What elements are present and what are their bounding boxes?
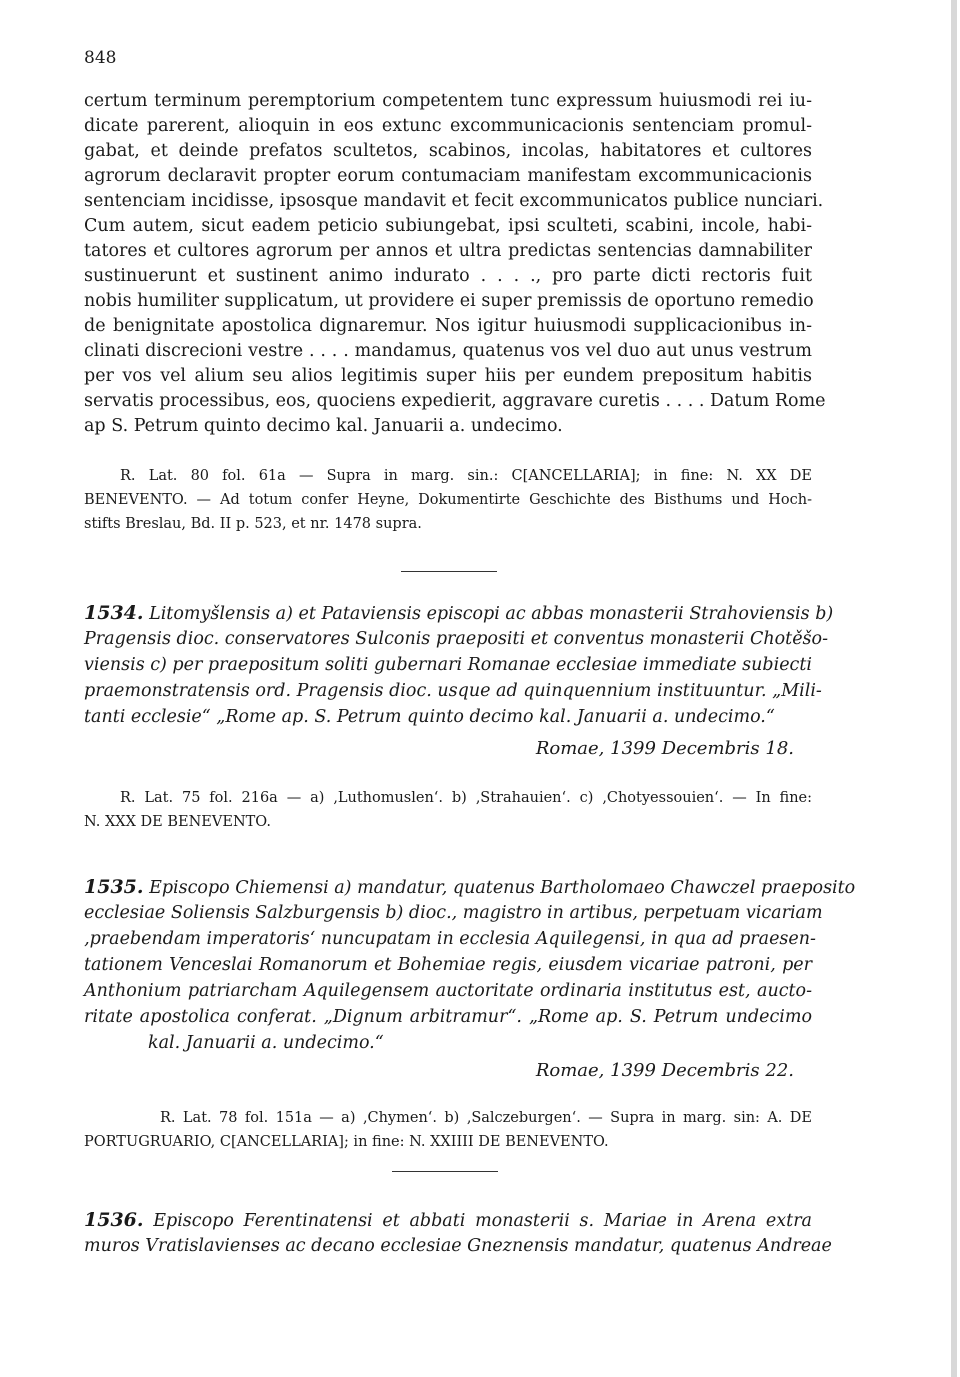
entry-date: Romae, 1399 Decembris 22.	[535, 1060, 794, 1081]
entry-line: kal. Januarii a. undecimo.“	[148, 1033, 384, 1053]
body-line: sustinuerunt et sustinent animo indurato . . . ., pro parte dicti rectoris fuit	[84, 266, 812, 286]
entry-number: 1536.	[84, 1209, 144, 1231]
entry-heading-line	[84, 1207, 812, 1233]
body-line: per vos vel alium seu alios legitimis super hiis per eundem prepositum habitis	[84, 366, 812, 386]
body-line: clinati discrecioni vestre . . . . mandamus, quatenus vos vel duo aut unus vestrum	[84, 341, 812, 361]
entry-line: tationem Venceslai Romanorum et Bohemiae regis, eiusdem vicariae patroni, per	[84, 955, 812, 975]
entry-1534	[84, 600, 834, 730]
footnote-line: R. Lat. 75 fol. 216a — a) ‚Luthomuslen‘. b) ‚Strahauien‘. c) ‚Chotyessouien‘. — In fine:	[120, 790, 812, 806]
body-line: Cum autem, sicut eadem peticio subiungebat, ipsi sculteti, scabini, incole, habi-	[84, 216, 812, 236]
body-line: sentenciam incidisse, ipsosque mandavit et fecit excommunicatos publice nunciari.	[84, 191, 824, 211]
entry-heading-line	[84, 874, 856, 900]
section-divider	[401, 571, 497, 572]
entry-line: Pragensis dioc. conservatores Sulconis praepositi et conventus monasterii Chotěšo-	[84, 629, 828, 649]
body-line: certum terminum peremptorium competentem tunc expressum huiusmodi rei iu-	[84, 91, 812, 111]
entry-date: Romae, 1399 Decembris 18.	[535, 738, 794, 759]
body-text	[84, 89, 826, 439]
page-number: 848	[84, 48, 117, 68]
body-line: ap S. Petrum quinto decimo kal. Januarii a. undecimo.	[84, 416, 563, 436]
entry-line: ‚praebendam imperatoris‘ nuncupatam in ecclesia Aquilegensi, in qua ad praesen-	[84, 929, 816, 949]
scan-edge	[951, 0, 957, 1377]
footnote-line: R. Lat. 78 fol. 151a — a) ‚Chymen‘. b) ‚Salczeburgen‘. — Supra in marg. sin: A. DE	[160, 1110, 812, 1126]
body-line: servatis processibus, eos, quociens expedierit, aggravare curetis . . . . Datum Rome	[84, 391, 826, 411]
entry-number: 1535.	[84, 876, 144, 898]
footnote-line: BENEVENTO. — Ad totum confer Heyne, Dokumentirte Geschichte des Bisthums und Hoch-	[84, 492, 812, 508]
body-line: dicate parerent, alioquin in eos extunc excommunicacionis sentenciam promul-	[84, 116, 812, 136]
footnote-line: stifts Breslau, Bd. II p. 523, et nr. 1478 supra.	[84, 516, 422, 532]
entry-line: Anthonium patriarcham Aquilegensem auctoritate ordinaria institutus est, aucto-	[84, 981, 812, 1001]
body-line: de benignitate apostolica dignaremur. Nos igitur huiusmodi supplicacionibus in-	[84, 316, 812, 336]
body-line: tatores et cultores agrorum per annos et ultra predictas sentencias damnabiliter	[84, 241, 812, 261]
entry-1535	[84, 874, 856, 1056]
entry-1536	[84, 1207, 832, 1259]
section-divider	[392, 1171, 498, 1172]
body-line: gabat, et deinde prefatos scultetos, scabinos, incolas, habitatores et cultores	[84, 141, 812, 161]
entry-line: ecclesiae Soliensis Salzburgensis b) dioc., magistro in artibus, perpetuam vicariam	[84, 903, 823, 923]
footnote-line: N. XXX DE BENEVENTO.	[84, 814, 271, 830]
entry-line: muros Vratislavienses ac decano ecclesiae Gneznensis mandatur, quatenus Andreae	[84, 1236, 832, 1256]
entry-title: Episcopo Ferentinatensi et abbati monasterii s. Mariae in Arena extra	[153, 1211, 812, 1231]
entry-line: viensis c) per praepositum soliti gubernari Romanae ecclesiae immediate subiecti	[84, 655, 812, 675]
body-line: agrorum declaravit propter eorum contumaciam manifestam excommunicacionis	[84, 166, 812, 186]
footnote-1534	[84, 786, 812, 834]
entry-title: Episcopo Chiemensi a) mandatur, quatenus Bartholomaeo Chawczel praeposito	[149, 878, 856, 898]
body-line: nobis humiliter supplicatum, ut providere ei super premissis de oportuno remedio	[84, 291, 814, 311]
footnote-line: PORTUGRUARIO, C[ANCELLARIA]; in fine: N. XXIIII DE BENEVENTO.	[84, 1134, 609, 1150]
entry-line: praemonstratensis ord. Pragensis dioc. usque ad quinquennium instituuntur. „Mili-	[84, 681, 822, 701]
entry-line: tanti ecclesie“ „Rome ap. S. Petrum quinto decimo kal. Januarii a. undecimo.“	[84, 707, 775, 727]
footnote-line: R. Lat. 80 fol. 61a — Supra in marg. sin.: C[ANCELLARIA]; in fine: N. XX DE	[120, 468, 812, 484]
footnote-1535	[84, 1106, 812, 1154]
entry-line: ritate apostolica conferat. „Dignum arbitramur“. „Rome ap. S. Petrum undecimo	[84, 1007, 812, 1027]
footnote-1533	[84, 464, 812, 536]
entry-heading-line	[84, 600, 834, 626]
entry-number: 1534.	[84, 602, 144, 624]
entry-title: Litomyšlensis a) et Pataviensis episcopi ac abbas monasterii Strahoviensis b)	[149, 604, 834, 624]
